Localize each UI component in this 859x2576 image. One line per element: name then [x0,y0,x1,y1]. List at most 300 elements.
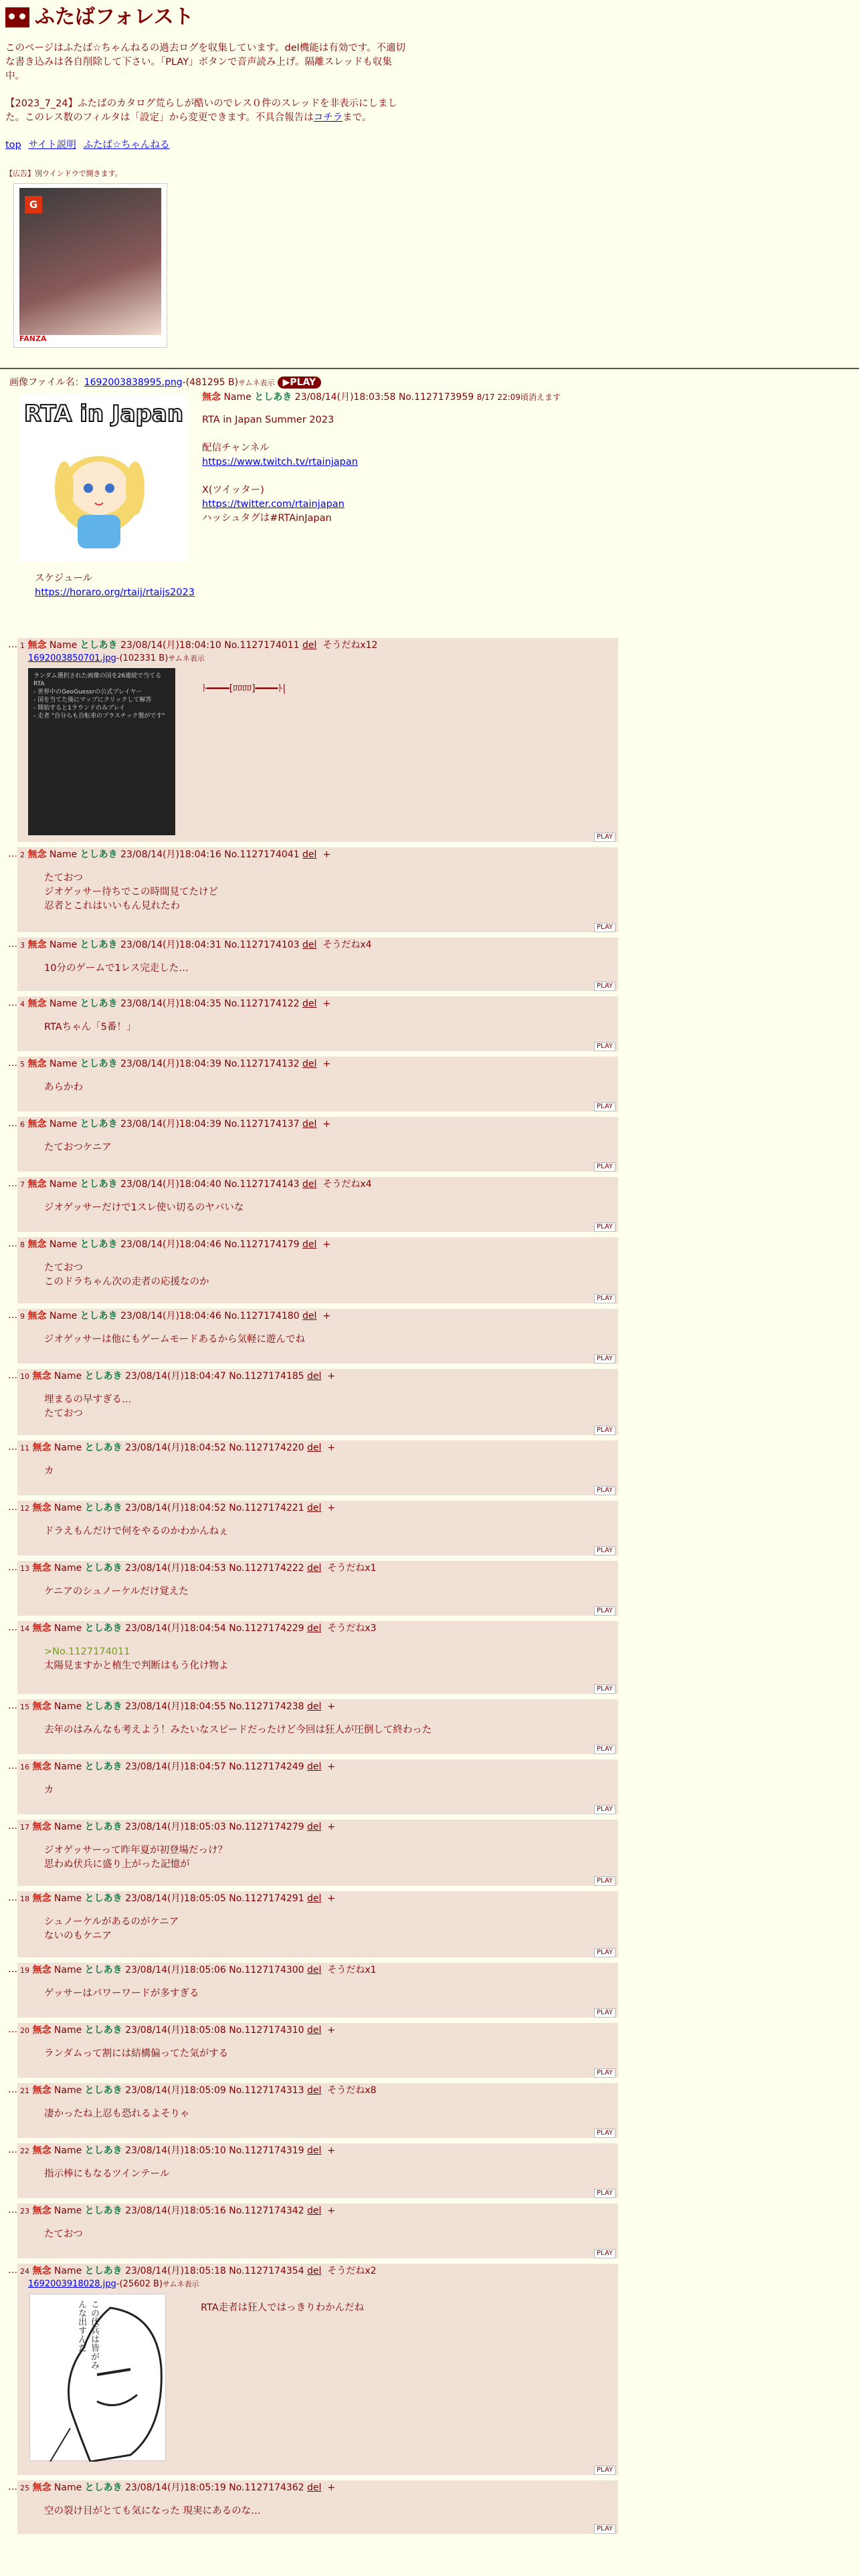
response-header [20,938,615,952]
sodane-plus-button[interactable]: + [327,1893,336,1904]
del-button[interactable]: del [307,1965,322,1975]
response-line: このドラちゃん次の走者の応援なのか [44,1277,209,1287]
response-number: 17 [20,1823,29,1832]
response-header [20,1622,615,1636]
response-subject: 無念 [32,1623,52,1634]
table-row [8,847,618,932]
report-link[interactable]: コチラ [313,112,343,124]
response-no[interactable]: No.1127174313 [229,2085,304,2096]
response-no[interactable]: No.1127174354 [229,2266,304,2276]
ad-brand-badge: FANZA [19,334,47,344]
response-line: たておつ [44,873,83,883]
response-subject: 無念 [32,1503,52,1513]
play-button[interactable]: PLAY [594,1876,615,1886]
response-number: 24 [20,2267,29,2276]
response-line: 10分のゲームで1レス完走した… [44,963,189,974]
del-button[interactable]: del [307,1822,322,1832]
response-9 [17,1309,618,1364]
response-body [44,2167,615,2181]
op-schedule [35,572,195,600]
ad-tag-icon: G [25,196,42,213]
site-title [5,5,852,29]
op-play-button[interactable]: ▶PLAY [278,377,322,389]
play-button[interactable]: PLAY [594,1546,615,1555]
response-header [20,1700,615,1714]
del-button[interactable]: del [302,940,317,950]
del-button[interactable]: del [302,1059,317,1069]
response-uid: としあき [80,1311,118,1321]
response-date: 23/08/14(月)18:04:39 [120,1059,221,1069]
response-name-label: Name [54,1503,82,1513]
response-line: 空の裂け目がとても気になった 現実にあるのな… [44,2506,261,2516]
play-button[interactable]: PLAY [594,982,615,991]
image-text-line: - 国を当てた後にマップにクリックして解答 [33,696,152,704]
response-body [44,962,615,976]
response-uid: としあき [84,1623,122,1634]
response-header [20,1370,615,1384]
sodane-button[interactable]: そうだねx12 [322,640,378,651]
response-name-label: Name [54,1965,82,1975]
sodane-plus-button[interactable]: + [327,1822,336,1832]
response-no[interactable]: No.1127174220 [229,1442,304,1453]
response-subject: 無念 [27,998,47,1009]
intro-paragraph-1: このページはふたば☆ちゃんねるの過去ログを収集しています。del機能は有効です。不適切な書き込みは各自削除して下さい。「PLAY」ボタンで音声読み上げ。隔離スレッドも収集中。 [5,43,406,82]
nav-futaba-link[interactable]: ふたば☆ちゃんねる [83,140,170,151]
play-button[interactable]: PLAY [594,1805,615,1814]
response-5 [17,1057,618,1111]
response-line: ないのもケニア [44,1931,112,1941]
nav-about-link[interactable]: サイト説明 [28,140,76,151]
response-no[interactable]: No.1127174291 [229,1893,304,1904]
response-name-label: Name [54,1563,82,1574]
response-number: 3 [20,941,25,950]
response-file-line [28,653,615,665]
site-logo-icon[interactable] [5,7,29,27]
intro-paragraph-2 [5,97,407,125]
response-1 [17,638,618,842]
schedule-label: スケジュール [35,573,93,584]
intro-text-post: まで。 [343,112,372,124]
table-row [8,1699,618,1754]
op-name-label: Name [223,392,252,403]
response-no[interactable]: No.1127174185 [229,1371,304,1382]
play-button[interactable]: PLAY [594,1948,615,1957]
del-button[interactable]: del [302,1239,317,1250]
del-button[interactable]: del [302,1179,317,1190]
response-name-label: Name [54,1623,82,1634]
response-uid: としあき [80,998,118,1009]
op-file-size: -(481295 B) [182,377,239,389]
del-button[interactable]: del [307,2266,322,2276]
response-subject: 無念 [32,1701,52,1712]
play-button[interactable]: PLAY [594,2129,615,2138]
response-header [20,2264,615,2278]
table-row [8,638,618,842]
response-date: 23/08/14(月)18:05:16 [125,2206,226,2216]
del-button[interactable]: del [302,1119,317,1130]
response-side-text: RTA走者は狂人ではっきりわかんだね [201,2302,365,2313]
response-header [20,2204,615,2218]
response-no[interactable]: No.1127174279 [229,1822,304,1832]
play-button[interactable]: PLAY [594,2189,615,2198]
table-row [8,1309,618,1364]
sodane-plus-button[interactable]: + [322,1311,331,1321]
sodane-plus-button[interactable]: + [327,1761,336,1772]
response-name-label: Name [49,1119,78,1130]
response-subject: 無念 [32,1893,52,1904]
del-button[interactable]: del [307,2025,322,2036]
response-body [44,1081,615,1095]
response-line: たておつケニア [44,1142,112,1153]
table-row [8,2143,618,2198]
nav-links [5,138,407,152]
response-no[interactable]: No.1127174342 [229,2206,304,2216]
response-name-label: Name [54,1761,82,1772]
response-uid: としあき [80,940,118,950]
response-no[interactable]: No.1127174222 [229,1563,304,1574]
response-file-link[interactable]: 1692003850701.jpg [28,653,116,663]
response-number: 21 [20,2086,29,2095]
sodane-button[interactable]: そうだねx1 [327,1965,377,1975]
response-line: ドラえもんだけで何をやるのかわかんねぇ [44,1526,229,1537]
response-header [20,1760,615,1774]
response-date: 23/08/14(月)18:05:09 [125,2085,226,2096]
play-button[interactable]: PLAY [594,1426,615,1435]
response-no[interactable]: No.1127174179 [224,1239,300,1250]
sodane-button[interactable]: そうだねx3 [327,1623,377,1634]
play-button[interactable]: PLAY [594,1354,615,1364]
table-row [8,996,618,1051]
response-subject: 無念 [32,1761,52,1772]
response-dots: … [8,1964,15,1975]
sodane-plus-button[interactable]: + [327,2206,336,2216]
response-header [20,2144,615,2158]
op-file-label: 画像ファイル名： [9,377,84,389]
response-file-link[interactable]: 1692003918028.jpg [28,2279,116,2289]
del-button[interactable]: del [307,2206,322,2216]
op-image[interactable] [20,395,187,562]
response-dots: … [8,998,15,1008]
response-uid: としあき [84,2145,122,2156]
response-line: ジオゲッサーは他にもゲームモードあるから気軽に遊んでね [44,1334,306,1345]
response-date: 23/08/14(月)18:05:05 [125,1893,226,1904]
response-header [20,1117,615,1132]
op-no[interactable]: No.1127173959 [398,392,474,403]
response-23 [17,2204,618,2258]
response-name-label: Name [49,940,78,950]
manga-face-icon [30,2294,167,2462]
response-no[interactable]: No.1127174143 [224,1179,300,1190]
response-header [20,1057,615,1071]
response-date: 23/08/14(月)18:04:53 [125,1563,226,1574]
del-button[interactable]: del [307,1371,322,1382]
response-list [8,638,618,2539]
del-button[interactable]: del [302,1311,317,1321]
response-body [44,1844,615,1872]
op-header-line [202,391,561,404]
response-image[interactable] [28,668,175,835]
del-button[interactable]: del [307,1701,322,1712]
response-header [20,1501,615,1515]
response-number: 23 [20,2207,29,2216]
del-button[interactable]: del [307,1503,322,1513]
response-dots: … [8,2024,15,2035]
del-button[interactable]: del [307,2085,322,2096]
table-row [8,1963,618,2018]
response-body [44,1261,615,1289]
response-20 [17,2023,618,2078]
response-no[interactable]: No.1127174041 [224,849,300,860]
response-number: 5 [20,1060,25,1069]
response-name-label: Name [49,1179,78,1190]
response-header [20,2481,615,2495]
response-line: 埋まるの早すぎる… [44,1394,132,1405]
response-date: 23/08/14(月)18:04:52 [125,1442,226,1453]
response-body [44,2228,615,2242]
response-dots: … [8,1761,15,1772]
response-dots: … [8,1310,15,1321]
del-button[interactable]: del [307,1563,322,1574]
table-row [8,1117,618,1172]
response-name-label: Name [54,1701,82,1712]
response-date: 23/08/14(月)18:04:35 [120,998,221,1009]
response-name-label: Name [54,2266,82,2276]
response-subject: 無念 [27,1179,47,1190]
response-line: 指示棒にもなるツインテール [44,2169,170,2179]
sodane-button[interactable]: そうだねx1 [327,1563,377,1574]
op-file-link[interactable]: 1692003838995.png [84,377,183,389]
response-11 [17,1440,618,1495]
response-7 [17,1177,618,1232]
response-name-label: Name [54,2145,82,2156]
response-uid: としあき [84,1761,122,1772]
response-subject: 無念 [32,1563,52,1574]
response-no[interactable]: No.1127174300 [229,1965,304,1975]
play-button[interactable]: PLAY [594,1606,615,1616]
response-body [44,1393,615,1421]
sodane-button[interactable]: そうだねx8 [327,2085,377,2096]
play-button[interactable]: PLAY [594,1745,615,1754]
sodane-plus-button[interactable]: + [327,1503,336,1513]
table-row [8,2023,618,2078]
response-dots: … [8,1178,15,1189]
response-thumb-note: サムネ表示 [163,2280,199,2288]
op-line-x: X(ツイッター) [202,485,264,496]
response-no[interactable]: No.1127174103 [224,940,300,950]
response-body [44,1645,615,1673]
schedule-link[interactable]: https://horaro.org/rtaij/rtaijs2023 [35,587,195,599]
response-number: 1 [20,641,25,650]
response-uid: としあき [84,1701,122,1712]
response-3 [17,938,618,991]
response-no[interactable]: No.1127174122 [224,998,300,1009]
response-subject: 無念 [32,2145,52,2156]
response-date: 23/08/14(月)18:04:40 [120,1179,221,1190]
response-name-label: Name [54,2025,82,2036]
response-line: あらかわ [44,1082,83,1093]
play-button[interactable]: PLAY [594,923,615,932]
sodane-plus-button[interactable]: + [327,2145,336,2156]
response-dots: … [8,1239,15,1249]
play-button[interactable]: PLAY [594,2008,615,2018]
nav-top-link[interactable]: top [5,140,21,151]
response-line: ジオゲッサーって昨年夏が初登場だっけ？ [44,1845,228,1856]
response-image[interactable] [29,2294,166,2461]
response-header [20,848,615,862]
response-subject: 無念 [32,1371,52,1382]
play-button[interactable]: PLAY [594,2068,615,2078]
response-line: 思わぬ伏兵に盛り上がった記憶が [44,1859,190,1870]
response-dots: … [8,1502,15,1513]
response-uid: としあき [84,2266,122,2276]
ad-banner[interactable] [13,183,167,348]
play-button[interactable]: PLAY [594,2466,615,2475]
response-uid: としあき [80,1059,118,1069]
play-button[interactable]: PLAY [594,1102,615,1111]
response-no[interactable]: No.1127174137 [224,1119,300,1130]
response-uid: としあき [80,849,118,860]
response-body [44,2107,615,2121]
response-subject: 無念 [32,2266,52,2276]
response-number: 13 [20,1564,29,1573]
sodane-button[interactable]: そうだねx2 [327,2266,377,2276]
response-date: 23/08/14(月)18:04:46 [120,1239,221,1250]
response-body [44,1987,615,2001]
response-dots: … [8,1118,15,1129]
response-header [20,2024,615,2038]
response-quote: >No.1127174011 [44,1646,130,1657]
response-number: 11 [20,1444,29,1453]
play-button[interactable]: PLAY [594,1222,615,1232]
op-expire: 8/17 22:09頃消えます [476,393,561,403]
sodane-plus-button[interactable]: + [327,1442,336,1453]
del-button[interactable]: del [307,1893,322,1904]
sodane-plus-button[interactable]: + [327,1701,336,1712]
op-uid: としあき [254,392,292,403]
del-button[interactable]: del [302,849,317,860]
response-no[interactable]: No.1127174362 [229,2482,304,2493]
intro-text [5,41,407,152]
response-no[interactable]: No.1127174238 [229,1701,304,1712]
response-name-label: Name [54,1893,82,1904]
sodane-plus-button[interactable]: + [327,2025,336,2036]
table-row [8,1621,618,1694]
response-body [44,1784,615,1798]
response-body [44,1585,615,1599]
response-header [20,997,615,1011]
response-no[interactable]: No.1127174011 [224,640,300,651]
response-name-label: Name [54,2482,82,2493]
response-body [44,871,615,914]
response-subject: 無念 [27,1059,47,1069]
sodane-plus-button[interactable]: + [322,849,331,860]
response-number: 9 [20,1312,25,1321]
response-dots: … [8,1821,15,1832]
sodane-button[interactable]: そうだねx4 [322,1179,372,1190]
response-date: 23/08/14(月)18:05:03 [125,1822,226,1832]
response-uid: としあき [84,2206,122,2216]
del-button[interactable]: del [302,998,317,1009]
table-row [8,2480,618,2534]
play-button[interactable]: PLAY [594,1162,615,1172]
image-text-line: ランダム選択された画像の国を26連続で当てるRTA [33,672,162,687]
sodane-button[interactable]: そうだねx4 [322,940,372,950]
op-post [0,376,859,603]
sodane-plus-button[interactable]: + [322,998,331,1009]
play-button[interactable]: PLAY [594,833,615,842]
sodane-plus-button[interactable]: + [322,1119,331,1130]
twitter-link[interactable]: https://twitter.com/rtainjapan [202,499,345,510]
response-no[interactable]: No.1127174221 [229,1503,304,1513]
response-date: 23/08/14(月)18:04:16 [120,849,221,860]
play-button[interactable]: PLAY [594,2525,615,2534]
response-19 [17,1963,618,2018]
del-button[interactable]: del [307,2145,322,2156]
sodane-plus-button[interactable]: + [327,1371,336,1382]
response-date: 23/08/14(月)18:04:47 [125,1371,226,1382]
play-button[interactable]: PLAY [594,1294,615,1303]
response-no[interactable]: No.1127174132 [224,1059,300,1069]
response-body [44,2504,615,2518]
response-no[interactable]: No.1127174319 [229,2145,304,2156]
response-no[interactable]: No.1127174310 [229,2025,304,2036]
sodane-plus-button[interactable]: + [322,1239,331,1250]
response-no[interactable]: No.1127174229 [229,1623,304,1634]
response-name-label: Name [49,1059,78,1069]
response-dots: … [8,639,15,650]
table-row [8,938,618,991]
response-number: 2 [20,851,25,859]
response-subject: 無念 [32,1965,52,1975]
response-dots: … [8,2265,15,2276]
table-row [8,1369,618,1435]
response-date: 23/08/14(月)18:04:39 [120,1119,221,1130]
del-button[interactable]: del [307,1442,322,1453]
response-body [44,1201,615,1215]
response-header [20,1820,615,1834]
play-button[interactable]: PLAY [594,1042,615,1051]
twitch-link[interactable]: https://www.twitch.tv/rtainjapan [202,457,358,468]
response-date: 23/08/14(月)18:04:10 [120,640,221,651]
del-button[interactable]: del [307,2482,322,2493]
play-button[interactable]: PLAY [594,2249,615,2258]
del-button[interactable]: del [307,1623,322,1634]
response-date: 23/08/14(月)18:04:54 [125,1623,226,1634]
response-body [44,1021,615,1035]
del-button[interactable]: del [307,1761,322,1772]
response-date: 23/08/14(月)18:05:06 [125,1965,226,1975]
response-name-label: Name [54,2085,82,2096]
response-number: 18 [20,1895,29,1903]
sodane-plus-button[interactable]: + [327,2482,336,2493]
response-line: たておつ [44,1263,83,1273]
response-subject: 無念 [32,2085,52,2096]
play-button[interactable]: PLAY [594,1685,615,1694]
site-title-text: ふたばフォレスト [35,5,194,29]
response-header [20,1238,615,1252]
response-no[interactable]: No.1127174180 [224,1311,300,1321]
del-button[interactable]: del [302,640,317,651]
sodane-plus-button[interactable]: + [322,1059,331,1069]
response-subject: 無念 [27,1119,47,1130]
response-subject: 無念 [32,2025,52,2036]
play-button[interactable]: PLAY [594,1486,615,1495]
response-body [44,1723,615,1737]
op-text [202,413,561,526]
op-line-3: 配信チャンネル [202,443,270,454]
response-body [44,2047,615,2061]
response-no[interactable]: No.1127174249 [229,1761,304,1772]
